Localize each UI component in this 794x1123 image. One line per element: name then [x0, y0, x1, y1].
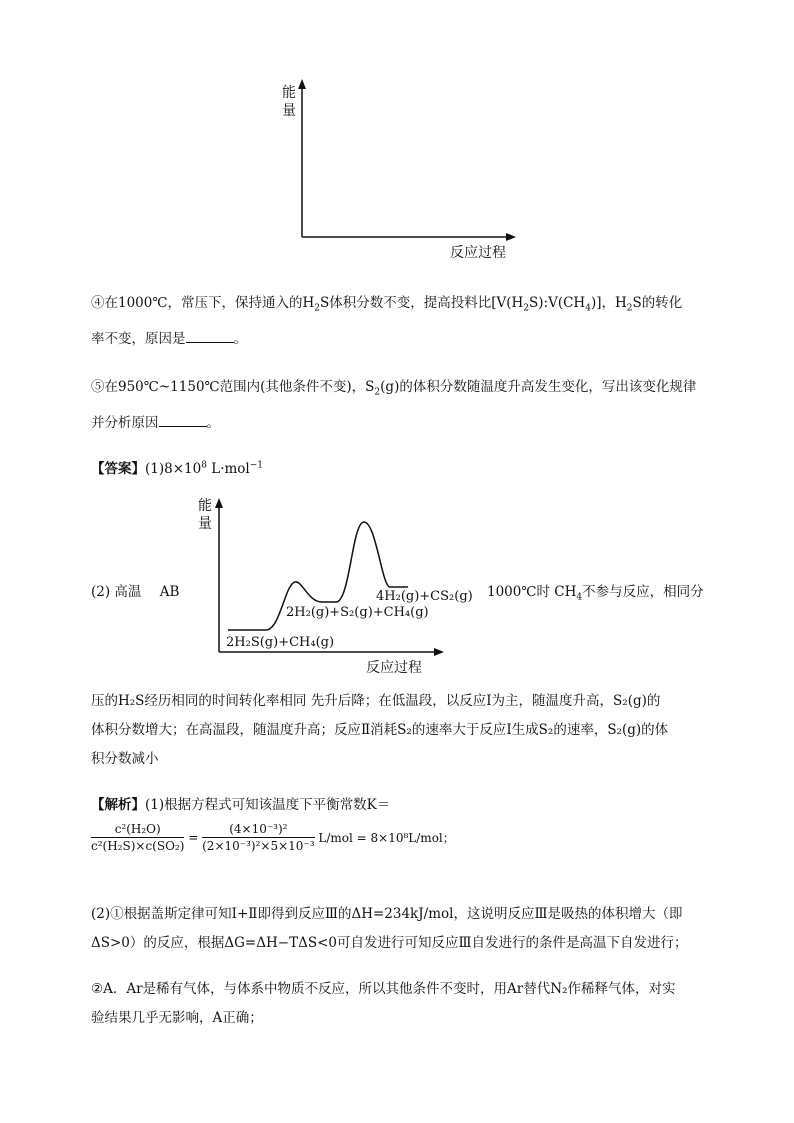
q4-text-c: S):V(CH	[529, 295, 586, 311]
answer-part1-unit-exp: −1	[249, 460, 264, 471]
answer-figure-ylabel-2: 量	[198, 516, 212, 532]
q5-sub: 2	[374, 387, 381, 398]
q4-line1	[91, 291, 682, 314]
q5-line2	[91, 411, 220, 431]
q4-line2-text: 率不变，原因是	[91, 331, 186, 347]
q5-answer-blank	[159, 414, 207, 427]
q4-sub: 2	[523, 303, 530, 314]
q4-line2	[91, 327, 247, 347]
answer-part2-temp: (2) 高温	[91, 584, 142, 600]
q4-line2-end: 。	[233, 331, 247, 347]
q4-text-a: ④在1000℃，常压下，保持通入的H	[91, 295, 315, 311]
formula-fraction-1-num: c²(H₂O)	[91, 822, 184, 838]
q4-sub: 2	[626, 303, 633, 314]
top-energy-diagram	[270, 75, 530, 265]
formula-equals: =	[188, 830, 199, 845]
answer-right-sub: 4	[576, 592, 583, 603]
answer-figure-label-mid: 2H₂(g)+S₂(g)+CH₄(g)	[286, 605, 429, 620]
answer-figure-label-start: 2H₂S(g)+CH₄(g)	[226, 635, 335, 650]
formula-fraction-2-den: (2×10⁻³)²×5×10⁻³	[202, 839, 315, 853]
answer-part1-unit: L·mol	[206, 461, 250, 477]
formula-fraction-2	[202, 822, 314, 853]
answer-figure-x-arrow	[434, 648, 444, 656]
answer-line2: 压的H₂S经历相同的时间转化率相同 先升后降；在低温段，以反应Ⅰ为主，随温度升高，S₂(g)的	[91, 693, 661, 709]
formula-result: L/mol = 8×10⁸L/mol；	[318, 831, 455, 845]
answer-figure-ylabel-1: 能	[198, 498, 212, 514]
analysis-bracket: 【解析】	[91, 797, 145, 813]
top-figure-xlabel: 反应过程	[450, 245, 506, 261]
q4-text-d: )]，H	[590, 295, 627, 311]
answer-line3: 体积分数增大；在高温段，随温度升高；反应Ⅱ消耗S₂的速率大于反应Ⅰ生成S₂的速率，S₂(g)的体	[91, 722, 669, 738]
formula-fraction-2-num: (4×10⁻³)²	[202, 822, 314, 838]
q5-line2-end: 。	[206, 415, 220, 431]
top-figure-ylabel-2: 量	[282, 103, 296, 119]
answer-line4: 积分数减小	[91, 751, 159, 767]
analysis-p3-line2: 验结果几乎无影响，A正确；	[91, 1010, 263, 1026]
q4-sub: 2	[314, 303, 320, 314]
answer-part2-label	[91, 580, 179, 600]
answer-bracket: 【答案】	[91, 461, 145, 477]
analysis-p3-line1: ②A．Ar是稀有气体，与体系中物质不反应，所以其他条件不变时，用Ar替代N₂作稀释气体，对实	[91, 981, 676, 997]
formula-fraction-1-den: c²(H₂S)×c(SO₂)	[91, 839, 185, 853]
answer-figure-y-arrow	[215, 498, 223, 508]
answer-line1	[91, 457, 263, 477]
top-figure-x-arrow	[506, 233, 516, 241]
answer-right-text-b: 不参与反应，相同分	[582, 584, 704, 600]
q4-answer-blank	[186, 330, 234, 343]
formula-fraction-1	[91, 822, 184, 853]
analysis-p2-line2: ΔS>0）的反应，根据ΔG=ΔH−TΔS<0可自发进行可知反应Ⅲ自发进行的条件是高温下自发进行；	[91, 935, 688, 951]
answer-part1-exp: 8	[201, 460, 207, 471]
analysis-formula	[91, 822, 455, 853]
q4-text-b: S体积分数不变，提高投料比[V(H	[319, 295, 524, 311]
q5-text-a: ⑤在950℃~1150℃范围内(其他条件不变)，S	[91, 379, 375, 395]
q4-text-e: S的转化	[632, 295, 683, 311]
answer-part2-choice: AB	[159, 584, 180, 600]
top-figure-y-arrow	[298, 79, 306, 89]
answer-part1: (1)8×10	[145, 461, 202, 477]
answer-energy-diagram	[190, 492, 480, 682]
answer-right-text-a: 1000℃时 CH	[487, 584, 577, 600]
answer-figure-label-end: 4H₂(g)+CS₂(g)	[376, 589, 473, 604]
analysis-line1-text: (1)根据方程式可知该温度下平衡常数K＝	[145, 797, 391, 813]
analysis-line1	[91, 793, 390, 813]
analysis-p2-line1: (2)①根据盖斯定律可知Ⅰ+Ⅱ即得到反应Ⅲ的ΔH=234kJ/mol，这说明反应Ⅲ是吸热的体积增大（即	[91, 906, 683, 922]
q4-sub: 4	[585, 303, 591, 314]
q5-line2-text: 并分析原因	[91, 415, 159, 431]
q5-text-b: (g)的体积分数随温度升高发生变化，写出该变化规律	[380, 379, 697, 395]
q5-line1	[91, 375, 696, 398]
top-figure-ylabel-1: 能	[282, 85, 296, 101]
answer-figure-xlabel: 反应过程	[366, 660, 422, 676]
answer-right-text	[487, 580, 704, 603]
